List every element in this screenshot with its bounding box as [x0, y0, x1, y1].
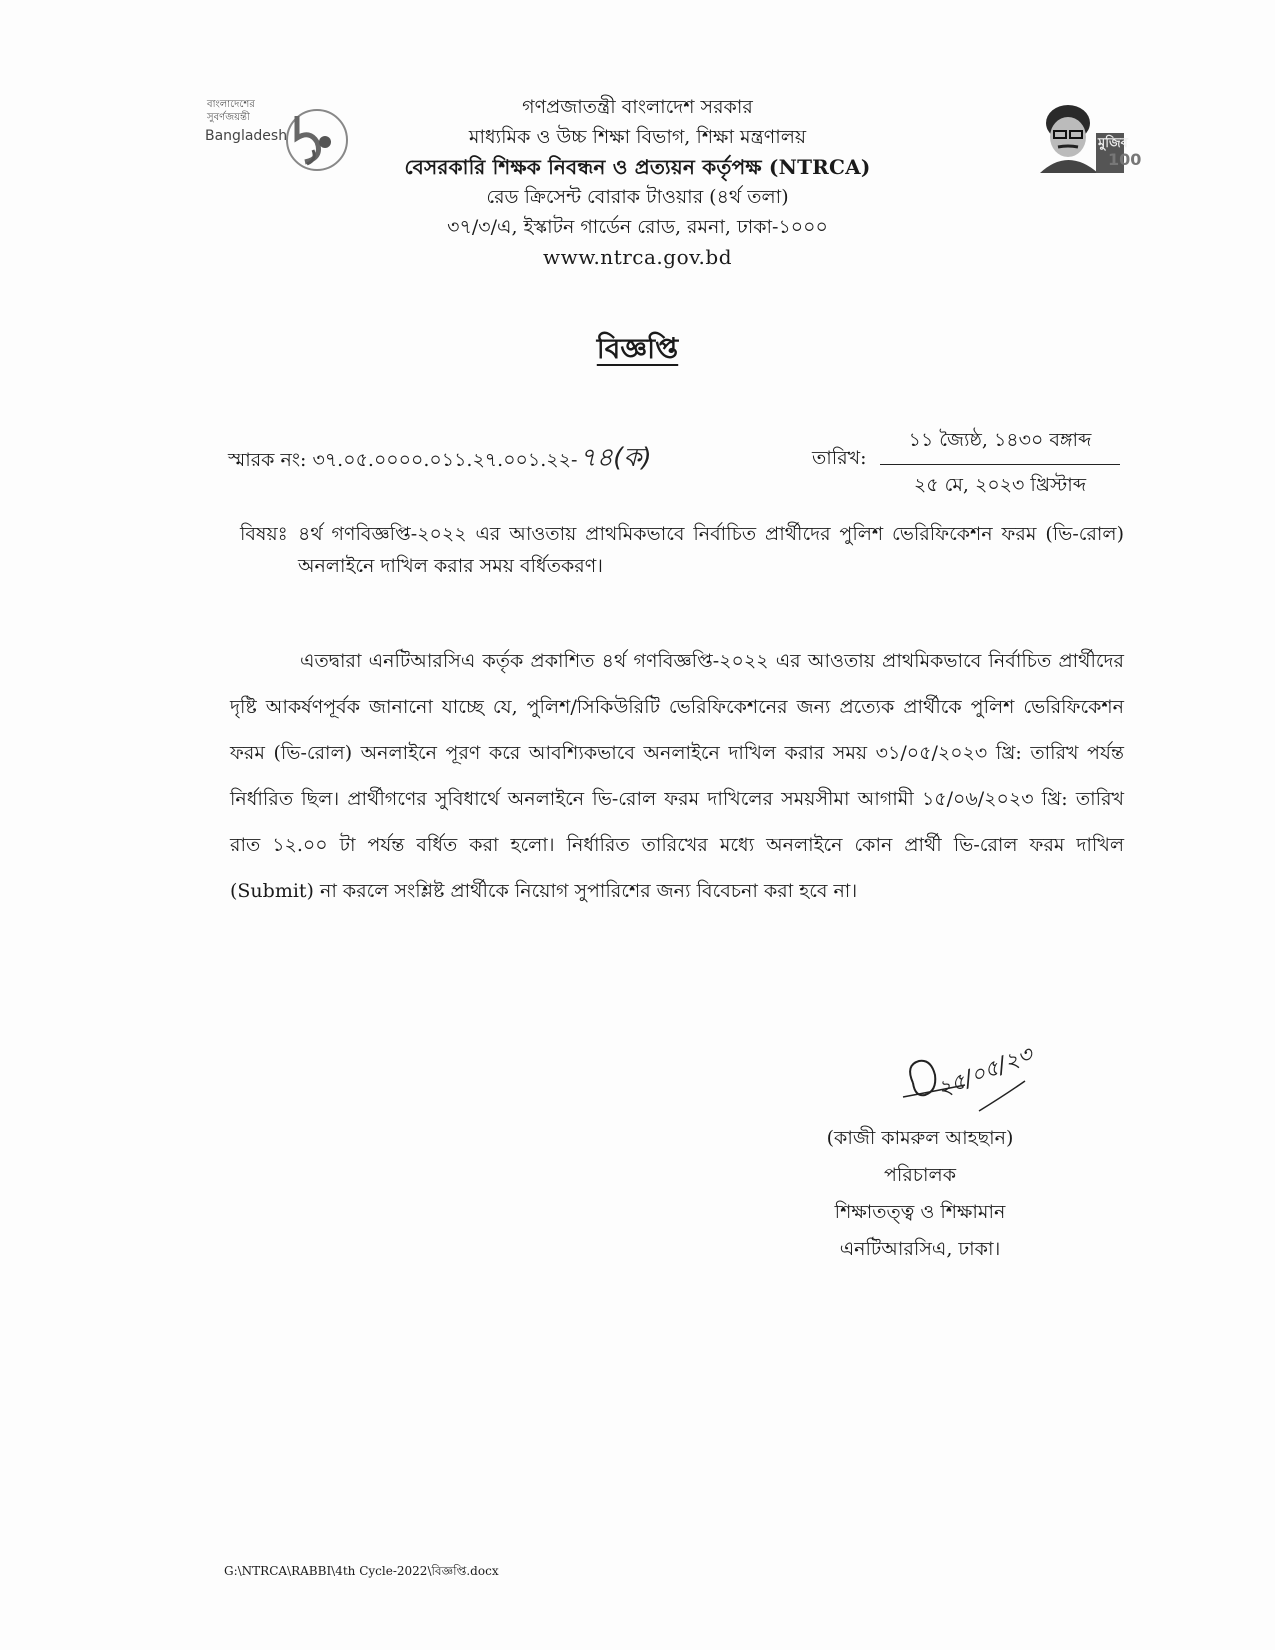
website-link[interactable]: www.ntrca.gov.bd [542, 245, 733, 269]
logo-right-number: 100 [1108, 150, 1142, 169]
govt-name: গণপ্রজাতন্ত্রী বাংলাদেশ সরকার [522, 96, 753, 118]
signatory-block [820, 1120, 1020, 1268]
title-text: বিজ্ঞপ্তি [596, 332, 679, 365]
subject-label: বিষয়ঃ [240, 523, 288, 545]
signature-date: ২৫/০৫/২৩ [933, 1042, 1037, 1103]
notice-title [0, 327, 1275, 374]
memo-handwritten-suffix: ৭৪(ক) [579, 443, 652, 473]
street-address: ৩৭/৩/এ, ইস্কাটন গার্ডেন রোড, রমনা, ঢাকা-১০০০ [447, 216, 828, 238]
subject-text: ৪র্থ গণবিজ্ঞপ্তি-২০২২ এর আওতায় প্রাথমিকভাবে নির্বাচিত প্রার্থীদের পুলিশ ভেরিফিকেশন ফরম (ভি-রোল) অনলাইনে দাখিল করার সময় বর্ধিতকরণ। [298, 523, 1124, 577]
file-path: G:\NTRCA\RABBI\4th Cycle-2022\বিজ্ঞপ্তি.docx [224, 1564, 499, 1578]
subject-block [240, 518, 1124, 582]
logo-left-word: Bangladesh [205, 128, 288, 144]
memo-number [228, 437, 652, 481]
building-address: রেড ক্রিসেন্ট বোরাক টাওয়ার (৪র্থ তলা) [486, 186, 789, 208]
authority-name: বেসরকারি শিক্ষক নিবন্ধন ও প্রত্যয়ন কর্তৃপক্ষ (NTRCA) [404, 155, 871, 179]
logo-right-text: মুজিব [1098, 136, 1128, 151]
date-english: ২৫ মে, ২০২৩ খ্রিস্টাব্দ [913, 474, 1087, 496]
handwritten-signature [895, 1025, 1055, 1135]
signatory-designation: পরিচালক [884, 1164, 956, 1186]
logo-left-text: বাংলাদেশের সুবর্ণজয়ন্তী [207, 99, 255, 123]
date-bangla: ১১ জ্যৈষ্ঠ, ১৪৩০ বঙ্গাব্দ [880, 426, 1120, 465]
signatory-office: এনটিআরসিএ, ঢাকা। [839, 1238, 1001, 1260]
date-label: তারিখ: [812, 447, 867, 469]
ministry-name: মাধ্যমিক ও উচ্চ শিক্ষা বিভাগ, শিক্ষা মন্ত্রণালয় [468, 126, 807, 148]
memo-label: স্মারক নং: ৩৭.০৫.০০০০.০১১.২৭.০০১.২২- [228, 449, 578, 471]
signatory-name: (কাজী কামরুল আহছান) [826, 1127, 1014, 1149]
date-block [880, 426, 1120, 503]
notice-body: এতদ্বারা এনটিআরসিএ কর্তৃক প্রকাশিত ৪র্থ গণবিজ্ঞপ্তি-২০২২ এর আওতায় প্রাথমিকভাবে নির্বাচিত প্রার্থীদের দৃষ্টি আকর্ষণপূর্বক জানানো যাচ্ছে যে, পুলিশ/সিকিউরিটি ভেরিফিকেশনের জন্য প্রত্যেক প্রার্থীকে পুলিশ ভেরিফিকেশন ফরম (ভি-রোল) অনলাইনে পূরণ করে আবশ্যিকভাবে অনলাইনে দাখিল করার সময় ৩১/০৫/২০২৩ খ্রি: তারিখ পর্যন্ত নির্ধারিত ছিল। প্রার্থীগণের সুবিধার্থে অনলাইনে ভি-রোল ফরম দাখিলের সময়সীমা আগামী ১৫/০৬/২০২৩ খ্রি: তারিখ রাত ১২.০০ টা পর্যন্ত বর্ধিত করা হলো। নির্ধারিত তারিখের মধ্যে অনলাইনে কোন প্রার্থী ভি-রোল ফরম দাখিল (Submit) না করলে সংশ্লিষ্ট প্রার্থীকে নিয়োগ সুপারিশের জন্য বিবেচনা করা হবে না। [230, 650, 1124, 902]
letterhead [0, 92, 1275, 272]
signatory-department: শিক্ষাতত্ত্ব ও শিক্ষামান [834, 1201, 1006, 1223]
